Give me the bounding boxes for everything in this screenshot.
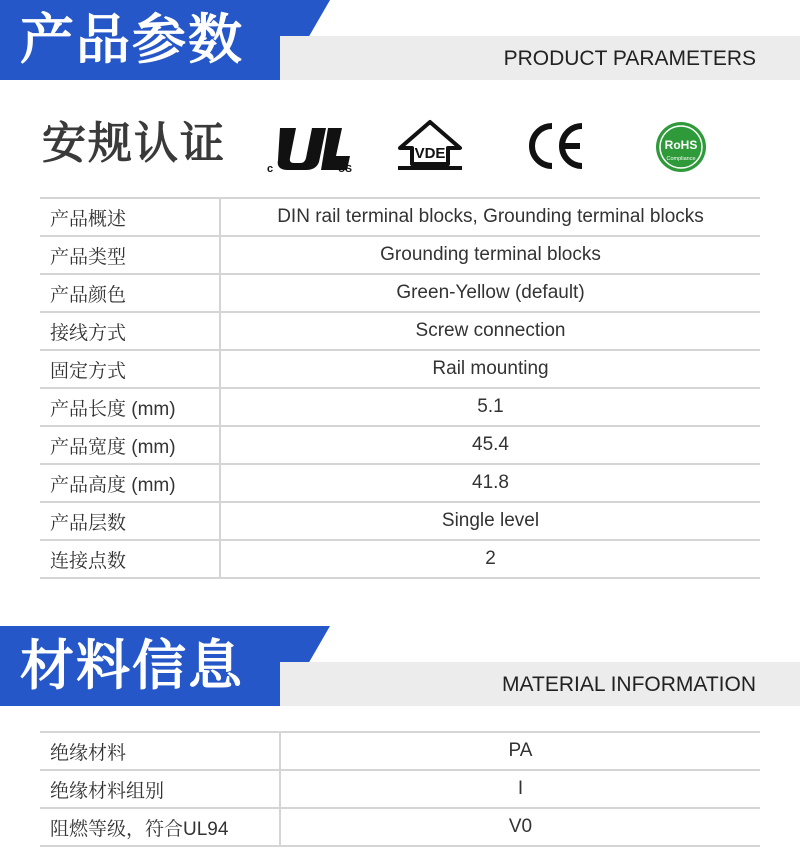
table-row [40,426,760,464]
param-key: 固定方式 [40,350,220,388]
product-params-header [0,0,800,80]
ul-listed-icon [266,122,356,174]
table-row [40,732,760,770]
certification-row [0,112,800,182]
param-value: Single level [220,502,760,540]
vde-text: VDE [414,145,446,162]
param-value: Green-Yellow (default) [220,274,760,312]
param-key: 连接点数 [40,540,220,578]
vde-icon [394,118,466,176]
material-key: 绝缘材料组别 [40,770,280,808]
param-key: 接线方式 [40,312,220,350]
table-row [40,312,760,350]
table-row [40,808,760,846]
rohs-sub-text: Compliance [666,156,696,162]
table-row [40,464,760,502]
param-key: 产品概述 [40,198,220,236]
param-key: 产品类型 [40,236,220,274]
table-row [40,274,760,312]
table-row [40,350,760,388]
material-info-header [0,626,800,706]
param-key: 产品高度 (mm) [40,464,220,502]
material-value: V0 [280,808,760,846]
param-value: Rail mounting [220,350,760,388]
table-row [40,236,760,274]
ul-c-text: c [267,163,274,174]
param-value: 2 [220,540,760,578]
material-info-cn-title: 材料信息 [20,636,244,696]
certification-label: 安规认证 [42,119,226,168]
param-value: 45.4 [220,426,760,464]
table-row [40,540,760,578]
param-value: 41.8 [220,464,760,502]
material-value: PA [280,732,760,770]
rohs-icon [654,120,708,174]
param-key: 产品宽度 (mm) [40,426,220,464]
table-row [40,198,760,236]
ul-us-text: US [338,164,352,174]
param-value: Screw connection [220,312,760,350]
material-value: I [280,770,760,808]
table-row [40,388,760,426]
material-info-en-title: MATERIAL INFORMATION [502,673,756,696]
param-value: Grounding terminal blocks [220,236,760,274]
param-key: 产品长度 (mm) [40,388,220,426]
product-params-table [40,197,760,579]
param-key: 产品颜色 [40,274,220,312]
material-key: 阻燃等级，符合UL94 [40,808,280,846]
param-value: DIN rail terminal blocks, Grounding terminal blocks [220,198,760,236]
param-key: 产品层数 [40,502,220,540]
param-value: 5.1 [220,388,760,426]
table-row [40,770,760,808]
table-row [40,502,760,540]
product-params-en-title: PRODUCT PARAMETERS [503,47,756,70]
ce-icon [524,118,588,174]
material-info-table [40,731,760,847]
product-params-cn-title: 产品参数 [20,10,244,70]
rohs-text: RoHS [664,138,698,152]
material-key: 绝缘材料 [40,732,280,770]
